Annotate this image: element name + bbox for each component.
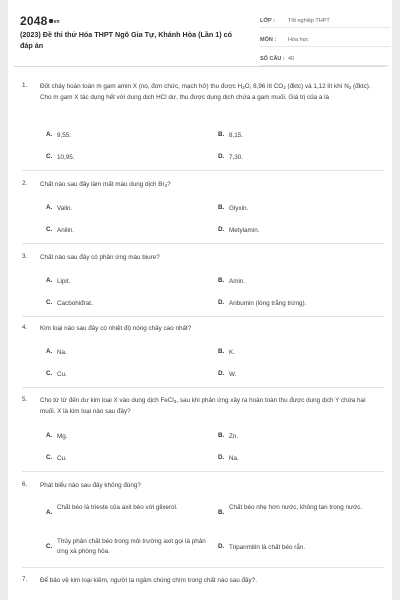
page-header (14, 0, 386, 67)
question-number: 1. (22, 82, 28, 89)
question-divider (22, 316, 384, 317)
question-divider (22, 567, 384, 568)
question-7 (22, 576, 384, 596)
site-logo[interactable]: 2048 vn (20, 14, 60, 28)
question-text: Đốt cháy hoàn toàn m gam amin X (no, đơn chức, mạch hở) thu được $H_2O$, 8,96 lít $CO_2$ (đktc) và 1,12 lít khí $N_2$ (đktc). Cho m gam X tác dụng hết với dung dịch HCl dư, thu được dung dịch chứa a gam muối. Giá trị của a là (40, 83, 371, 101)
meta-subject: MÔN : Hóa học (260, 33, 390, 47)
question-text: Chất nào sau đây có phản ứng màu biure? (40, 254, 160, 261)
question-5: 5. Cho từ từ đến dư kim loại X vào dung dịch FeCl$_3$, sau khi phản ứng xảy ra hoàn toàn thu được dung dịch Y chứa hai muối. X là kim loại nào sau đây? A. Mg. B. Zn. C. Cu. D. Na. (22, 396, 384, 471)
meta-class: LỚP : Tốt nghiệp THPT (260, 14, 390, 28)
document-page (8, 0, 392, 600)
question-text: Phát biểu nào sau đây không đúng? (40, 482, 141, 489)
question-text: Để bảo vệ kim loại kiềm, người ta ngâm chúng chìm trong chất nào sau đây?. (40, 577, 257, 584)
question-divider (22, 243, 384, 244)
question-1: 1. Đốt cháy hoàn toàn m gam amin X (no, đơn chức, mạch hở) thu được $H_2O$, 8,96 lít $CO_2$ (đktc) và 1,12 lít khí $N_2$ (đktc). Cho m gam X tác dụng hết với dung dịch HCl dư, thu được dung dịch chứa a gam muối. Giá trị của a là A. 9,55. B. 8,15. C. 10,95. D. 7,30. (22, 82, 384, 182)
question-4: 4. Kim loại nào sau đây có nhiệt độ nóng chảy cao nhất? A. Na. B. K. C. Cu. D. W. (22, 324, 384, 384)
question-number: 4. (22, 324, 28, 331)
question-number: 2. (22, 180, 28, 187)
question-text: Kim loại nào sau đây có nhiệt độ nóng chảy cao nhất? (40, 325, 192, 332)
exam-meta (260, 14, 390, 71)
question-divider (22, 471, 384, 472)
meta-count: SỐ CÂU : 40 (260, 52, 390, 66)
question-2: 2. Chất nào sau đây làm mất màu dung dịch $Br_2$? A. Valin. B. Glyxin. C. Anilin. D. Metylamin. (22, 180, 384, 240)
question-6: 6. Phát biểu nào sau đây không đúng? A. Chất béo là trieste của axit béo với glixerol. B. Chất béo nhẹ hơn nước, không tan trong nước. C. Thủy phân chất béo trong môi trường axit gọi là phản ứng xà phòng hóa. D. Tripanmitin là chất béo rắn. (22, 481, 384, 566)
exam-title: (2023) Đề thi thử Hóa THPT Ngô Gia Tự, Khánh Hòa (Lần 1) có đáp án (20, 30, 233, 50)
question-number: 3. (22, 253, 28, 260)
question-text: Chất nào sau đây làm mất màu dung dịch $Br_2$? (40, 181, 171, 188)
question-number: 5. (22, 396, 28, 403)
question-text: Cho từ từ đến dư kim loại X vào dung dịch FeCl$_3$, sau khi phản ứng xảy ra hoàn toàn thu được dung dịch Y chứa hai muối. X là kim loại nào sau đây? (40, 397, 366, 415)
question-3: 3. Chất nào sau đây có phản ứng màu biure? A. Lipit. B. Amin. C. Cacbohiđrat. D. Anbumin (lòng trắng trứng). (22, 253, 384, 313)
question-number: 6. (22, 481, 28, 488)
question-divider (22, 387, 384, 388)
question-divider (22, 170, 384, 171)
question-number: 7. (22, 576, 28, 583)
